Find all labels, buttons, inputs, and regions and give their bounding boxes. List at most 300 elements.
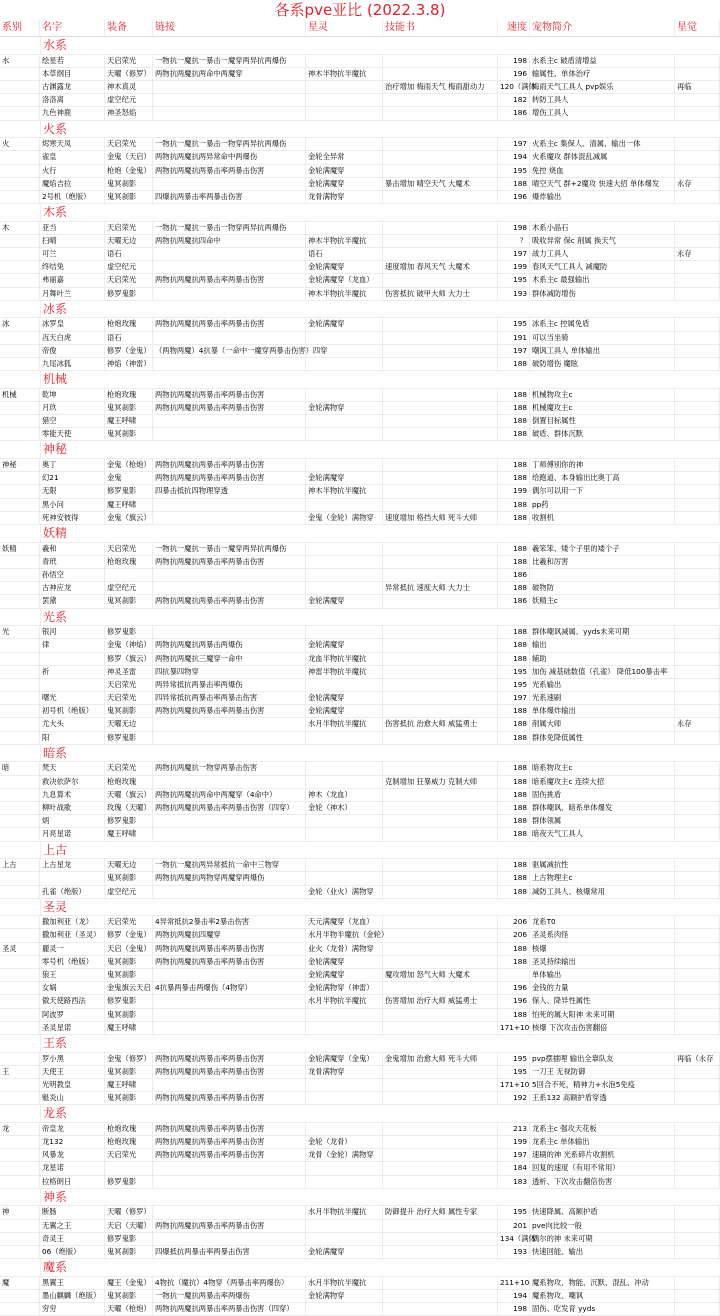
table-cell: 输出: [530, 639, 675, 651]
table-row: [0, 692, 720, 705]
table-cell: 四暴击抵抗四物理穿透: [153, 485, 306, 497]
table-cell: 阿波罗: [40, 1009, 105, 1021]
table-cell: 撒加利亚（龙）: [40, 916, 105, 928]
table-cell: [0, 332, 40, 344]
table-cell: 冰罗皇: [40, 318, 105, 330]
table-cell: [675, 556, 720, 568]
table-cell: 治疗增加 梅雨天气 梅雨甜动力: [383, 81, 498, 93]
table-cell: [0, 956, 40, 968]
table-cell: [675, 138, 720, 150]
table-cell: 水系主c 破盾清增益: [530, 55, 675, 67]
table-cell: [0, 358, 40, 370]
table-row: [0, 982, 720, 995]
table-cell: 四爆抵抗两暴击率两暴击伤害: [153, 1246, 306, 1258]
table-cell: [0, 802, 40, 814]
table-cell: [153, 512, 306, 524]
table-cell: [0, 556, 40, 568]
table-cell: [383, 789, 498, 801]
table-cell: [675, 1079, 720, 1091]
table-cell: 鬼冥刹影: [105, 191, 153, 203]
table-cell: 金鬼（旗云）: [105, 512, 153, 524]
table-cell: [675, 789, 720, 801]
table-cell: 水月半物半魔抗（金轮）: [306, 929, 383, 941]
table-cell: [153, 1079, 306, 1091]
table-cell: [306, 428, 383, 440]
table-cell: 188: [498, 732, 530, 744]
table-cell: 律: [40, 639, 105, 651]
table-cell: [383, 248, 498, 260]
table-cell: [0, 235, 40, 247]
table-cell: 黑小问: [40, 499, 105, 511]
table-cell: 两物抗两魔抗两暴击率两暴击伤害: [153, 943, 306, 955]
table-cell: [0, 969, 40, 981]
table-cell: 197: [498, 248, 530, 260]
table-cell: 天启（金鬼）: [105, 943, 153, 955]
table-cell: [105, 569, 153, 581]
table-cell: 速度增加 春风天气 大魔术: [383, 261, 498, 273]
table-cell: 永存: [675, 178, 720, 190]
section-header: [0, 609, 720, 627]
table-row: [0, 543, 720, 556]
table-cell: 黑翼王: [40, 1277, 105, 1289]
section-label: 上古: [43, 842, 68, 857]
table-cell: [675, 1246, 720, 1258]
table-cell: 零号机（绝版）: [40, 956, 105, 968]
table-cell: [0, 288, 40, 300]
table-cell: 天启（天曜）: [105, 1220, 153, 1232]
table-cell: [153, 499, 306, 511]
section-label: 水系: [43, 38, 68, 52]
table-cell: [383, 543, 498, 555]
table-cell: 195: [498, 1066, 530, 1078]
table-cell: 184: [498, 1162, 530, 1174]
table-cell: [383, 402, 498, 414]
table-cell: [675, 318, 720, 330]
table-cell: [383, 556, 498, 568]
table-cell: 龙: [0, 1123, 40, 1135]
table-cell: [0, 485, 40, 497]
table-cell: 186: [498, 595, 530, 607]
table-cell: 魔王呼啸: [105, 499, 153, 511]
table-cell: 天启荣光: [105, 762, 153, 774]
table-cell: 王系132 高额护盾穿透: [530, 1092, 675, 1104]
table-cell: [153, 1162, 306, 1174]
table-cell: 伤害增加 治疗大师 威猛勇士: [383, 995, 498, 1007]
table-cell: 鬼冥刹影: [105, 705, 153, 717]
table-cell: [306, 762, 383, 774]
section-label: 圣灵: [43, 899, 68, 914]
table-cell: 王: [0, 1066, 40, 1078]
table-cell: [675, 1009, 720, 1021]
table-row: [0, 248, 720, 261]
table-cell: [0, 595, 40, 607]
table-cell: 永存: [675, 718, 720, 730]
table-cell: [306, 582, 383, 594]
table-cell: [306, 679, 383, 691]
table-cell: 199: [498, 485, 530, 497]
table-cell: 暴击增加 晴空天气 大魔术: [383, 178, 498, 190]
section-label: 火系: [43, 121, 68, 136]
table-cell: [306, 732, 383, 744]
section-spacer: [0, 37, 41, 54]
table-cell: 188: [498, 1009, 530, 1021]
table-cell: 机械物攻主c: [530, 389, 675, 401]
table-row: [0, 107, 720, 120]
table-cell: 两物抗两魔抗两暴击率两暴击伤害（四穿）: [153, 802, 306, 814]
table-cell: [675, 499, 720, 511]
table-cell: 两物抗两魔抗两暴击率两暴击伤害（四穿）: [153, 1303, 306, 1315]
table-cell: 鬼冥刹影: [105, 1290, 153, 1302]
table-cell: [675, 1123, 720, 1135]
table-cell: [153, 886, 306, 898]
table-cell: [0, 1246, 40, 1258]
table-cell: 魔焰吉拉: [40, 178, 105, 190]
table-cell: 两物抗两魔抗两暴击率两暴击伤害: [153, 1092, 306, 1104]
table-cell: 语石: [105, 332, 153, 344]
table-cell: 月亮星诺: [40, 828, 105, 840]
table-cell: [306, 222, 383, 234]
table-cell: 木系主c 最强输出: [530, 274, 675, 286]
table-cell: [153, 969, 306, 981]
table-cell: [306, 569, 383, 581]
table-cell: 减防工具人、核爆常用: [530, 886, 675, 898]
table-cell: 天曜无边: [105, 718, 153, 730]
table-row: [0, 569, 720, 582]
header-cell: 系别: [0, 20, 40, 36]
table-cell: 修罗鬼影: [105, 815, 153, 827]
table-cell: [153, 94, 306, 106]
table-row: [0, 1079, 720, 1092]
table-cell: 枪炮玫瑰: [105, 776, 153, 788]
table-cell: 金轮满魔穿（金鬼）: [306, 1053, 383, 1065]
table-cell: 月舞叶兰: [40, 288, 105, 300]
section-spacer: [0, 842, 41, 859]
section-spacer: [0, 1105, 41, 1122]
table-cell: 一刀王 无视防御: [530, 1066, 675, 1078]
table-row: [0, 81, 720, 94]
section-header: [0, 1259, 720, 1277]
table-cell: 金鬼（天启）: [105, 151, 153, 163]
table-cell: 本草纲目: [40, 68, 105, 80]
table-cell: 单体输出: [530, 969, 675, 981]
table-cell: [675, 222, 720, 234]
table-cell: 收割机: [530, 512, 675, 524]
table-cell: [383, 1136, 498, 1148]
table-cell: 银河: [40, 626, 105, 638]
table-cell: 金轮满魔穿: [306, 969, 383, 981]
table-cell: [383, 943, 498, 955]
table-cell: [306, 55, 383, 67]
table-cell: 两物抗两魔抗两暴击率两暴击伤害: [153, 389, 306, 401]
section-label: 神秘: [43, 442, 68, 457]
table-cell: 神灵圣雷: [105, 666, 153, 678]
table-cell: 天启荣光: [105, 1149, 153, 1161]
table-cell: 可兰: [40, 248, 105, 260]
table-cell: 天启荣光: [105, 692, 153, 704]
table-cell: [675, 107, 720, 119]
table-cell: 妖精主c: [530, 595, 675, 607]
table-cell: pvp摆擂哩 输出全靠队友: [530, 1053, 675, 1065]
table-cell: 孔雀（绝版）: [40, 886, 105, 898]
table-cell: [306, 1176, 383, 1188]
table-cell: 魔: [0, 1277, 40, 1289]
table-cell: 天启荣光: [105, 543, 153, 555]
table-cell: 四爆抗两暴击率两暴击伤害: [153, 191, 306, 203]
table-row: [0, 1022, 720, 1035]
table-cell: [383, 1233, 498, 1245]
table-cell: [0, 886, 40, 898]
table-cell: pve向比较一般: [530, 1220, 675, 1232]
table-cell: [675, 472, 720, 484]
table-cell: 金钱的力量: [530, 982, 675, 994]
table-cell: 乾坤: [40, 389, 105, 401]
table-cell: 羲和: [40, 543, 105, 555]
table-cell: 神焰（神雷）: [105, 358, 153, 370]
table-cell: 上古星龙: [40, 859, 105, 871]
table-cell: 两物抗两魔抗两命中两魔穿: [153, 68, 306, 80]
table-cell: 龙系T0: [530, 916, 675, 928]
table-cell: 伤害抵抗 破甲大师 大力士: [383, 288, 498, 300]
section-label: 魔系: [43, 1260, 68, 1275]
table-cell: 怕死的属大阳神 未来可期: [530, 1009, 675, 1021]
table-cell: [675, 943, 720, 955]
table-cell: 风暴龙: [40, 1149, 105, 1161]
table-cell: [675, 1149, 720, 1161]
table-cell: [383, 151, 498, 163]
table-row: [0, 332, 720, 345]
table-cell: 孙悟空: [40, 569, 105, 581]
table-cell: 给跑道、本身输出比奥丁高: [530, 472, 675, 484]
table-cell: 神: [0, 1206, 40, 1218]
table-row: [0, 55, 720, 68]
table-cell: 柳叶战歌: [40, 802, 105, 814]
section-header: [0, 1105, 720, 1123]
table-cell: [383, 1009, 498, 1021]
table-row: [0, 732, 720, 745]
table-cell: 一物抗一魔抗一暴击一物穿两异抗两爆伤: [153, 222, 306, 234]
section-label: 妖精: [43, 526, 68, 540]
table-cell: 195: [498, 1053, 530, 1065]
table-cell: [306, 1303, 383, 1315]
table-cell: 九息算术: [40, 789, 105, 801]
table-cell: [675, 1022, 720, 1034]
table-cell: （两物两魔）4抗暴（一命中一魔穿两暴击伤害）四穿: [153, 345, 306, 357]
table-cell: 群体免降低属性: [530, 732, 675, 744]
table-cell: [0, 1092, 40, 1104]
table-cell: [675, 1277, 720, 1289]
table-cell: [675, 995, 720, 1007]
table-cell: 快速降属、高额护盾: [530, 1206, 675, 1218]
table-cell: [530, 569, 675, 581]
table-cell: 188: [498, 459, 530, 471]
table-cell: [306, 138, 383, 150]
table-cell: 金轮（龙骨）: [306, 1136, 383, 1148]
header-cell: 名字: [40, 20, 105, 36]
table-cell: [0, 732, 40, 744]
table-cell: [675, 1066, 720, 1078]
table-cell: 魔攻增加 怒气大师 大魔术: [383, 969, 498, 981]
table-cell: [675, 705, 720, 717]
table-cell: 192: [498, 1092, 530, 1104]
table-cell: [306, 815, 383, 827]
table-cell: 金轮满魔穿: [306, 318, 383, 330]
table-row: [0, 1149, 720, 1162]
table-cell: [383, 235, 498, 247]
table-cell: [675, 653, 720, 665]
table-cell: 两物抗两魔抗两暴击率两暴击伤害: [153, 1220, 306, 1232]
table-cell: 鬼冥刹影: [105, 1092, 153, 1104]
table-cell: 修罗鬼影: [105, 485, 153, 497]
table-cell: [383, 859, 498, 871]
table-cell: 光系速刷: [530, 692, 675, 704]
table-cell: 死神安彼得: [40, 512, 105, 524]
table-cell: 火: [0, 138, 40, 150]
table-cell: [383, 389, 498, 401]
table-cell: [153, 626, 306, 638]
table-row: [0, 789, 720, 802]
table-cell: 两物抗两魔抗两暴击率两暴击伤害: [153, 1066, 306, 1078]
table-cell: 两物抗两魔抗两异常命中两爆伤: [153, 151, 306, 163]
table-cell: [675, 956, 720, 968]
table-cell: 195: [498, 165, 530, 177]
section-label: 龙系: [43, 1106, 68, 1121]
table-cell: [383, 499, 498, 511]
table-cell: 天曜（修罗）: [105, 68, 153, 80]
table-cell: 鬼冥刹影: [105, 872, 153, 884]
table-row: [0, 358, 720, 371]
table-cell: 神木半物抗半魔抗: [306, 235, 383, 247]
table-cell: 188: [498, 859, 530, 871]
table-cell: [153, 1206, 306, 1218]
table-row: [0, 1303, 720, 1316]
table-cell: 神木半物抗半魔抗: [306, 68, 383, 80]
table-cell: 火行: [40, 165, 105, 177]
table-cell: 枪炮（金鬼）: [105, 165, 153, 177]
table-cell: [383, 472, 498, 484]
table-row: [0, 705, 720, 718]
table-cell: [383, 639, 498, 651]
table-cell: 群体嘲讽减属、yyds未来可期: [530, 626, 675, 638]
table-cell: 倒置目标属性: [530, 415, 675, 427]
table-cell: [153, 582, 306, 594]
table-cell: 金鬼旗云天启: [105, 982, 153, 994]
table-cell: 爆炸输出: [530, 191, 675, 203]
table-cell: [306, 1220, 383, 1232]
table-cell: [675, 1092, 720, 1104]
table-cell: [306, 543, 383, 555]
table-cell: 阳: [40, 732, 105, 744]
table-cell: 195: [498, 679, 530, 691]
table-cell: 195: [498, 666, 530, 678]
table-cell: [675, 982, 720, 994]
table-cell: [383, 1246, 498, 1258]
table-cell: 191: [498, 332, 530, 344]
section-spacer: [0, 745, 41, 762]
table-cell: 速度增加 格挡大师 死斗大师: [383, 512, 498, 524]
table-cell: 再临: [675, 81, 720, 93]
table-cell: [383, 886, 498, 898]
table-cell: 神木真灵: [105, 81, 153, 93]
table-cell: 光系输出: [530, 679, 675, 691]
table-cell: [383, 1220, 498, 1232]
table-cell: 188: [498, 178, 530, 190]
table-cell: [306, 94, 383, 106]
section-spacer: [0, 441, 41, 458]
table-cell: 回复的速度（有用不常用）: [530, 1162, 675, 1174]
table-cell: 龙系主c 单体输出: [530, 1136, 675, 1148]
table-cell: 火系主c 集保人、清属、输出一体: [530, 138, 675, 150]
table-cell: [675, 859, 720, 871]
table-cell: 尤大头: [40, 718, 105, 730]
table-cell: [383, 929, 498, 941]
table-cell: 天曜（修罗）: [105, 1206, 153, 1218]
table-cell: 帝皇龙: [40, 1123, 105, 1135]
table-cell: [675, 512, 720, 524]
table-cell: [153, 1176, 306, 1188]
table-cell: 195: [498, 1206, 530, 1218]
table-cell: [675, 969, 720, 981]
table-cell: 速刷的神 光系碎片收割机: [530, 1149, 675, 1161]
table-cell: [675, 872, 720, 884]
table-cell: [675, 151, 720, 163]
section-header: [0, 899, 720, 917]
table-cell: 4抗暴两暴击两爆伤（4物穿）: [153, 982, 306, 994]
table-cell: [153, 718, 306, 730]
table-cell: [153, 995, 306, 1007]
table-cell: 171+10: [498, 1022, 530, 1034]
table-cell: [675, 332, 720, 344]
table-cell: [383, 956, 498, 968]
table-row: [0, 151, 720, 164]
section-label: 光系: [43, 609, 68, 624]
table-cell: [306, 859, 383, 871]
table-cell: 断肠: [40, 1206, 105, 1218]
table-row: [0, 1123, 720, 1136]
table-cell: [675, 1136, 720, 1148]
table-cell: 雀皇: [40, 151, 105, 163]
table-cell: 一物抗一魔抗一暴击一物穿两异抗两爆伤: [153, 138, 306, 150]
table-cell: [0, 1149, 40, 1161]
table-cell: [383, 165, 498, 177]
table-cell: 群体减防增伤: [530, 288, 675, 300]
table-cell: 龙系主c 强攻天花板: [530, 1123, 675, 1135]
table-cell: 两物抗两魔抗两暴击率两暴击伤害: [153, 1136, 306, 1148]
table-cell: 快速回能、输出: [530, 1246, 675, 1258]
table-cell: [383, 679, 498, 691]
table-cell: 龙血半物抗半魔抗: [306, 653, 383, 665]
table-cell: [0, 982, 40, 994]
table-cell: 驱属减抗性: [530, 859, 675, 871]
table-cell: [383, 1123, 498, 1135]
table-cell: 120（满体: [498, 81, 530, 93]
table-cell: 金轮满魔穿: [306, 1246, 383, 1258]
table-cell: 188: [498, 428, 530, 440]
table-cell: 木: [0, 222, 40, 234]
table-cell: 龙132: [40, 1136, 105, 1148]
table-cell: 188: [498, 762, 530, 774]
table-cell: [383, 595, 498, 607]
table-cell: 186: [498, 569, 530, 581]
table-row: [0, 472, 720, 485]
table-cell: 188: [498, 886, 530, 898]
table-cell: 天启荣光: [105, 138, 153, 150]
table-cell: 4异常抵抗2暴击率2暴击伤害: [153, 916, 306, 928]
table-cell: [383, 107, 498, 119]
table-row: [0, 969, 720, 982]
table-cell: 四抗暴四物穿: [153, 666, 306, 678]
table-cell: 水月半物抗半魔抗: [306, 1277, 383, 1289]
table-row: [0, 318, 720, 331]
